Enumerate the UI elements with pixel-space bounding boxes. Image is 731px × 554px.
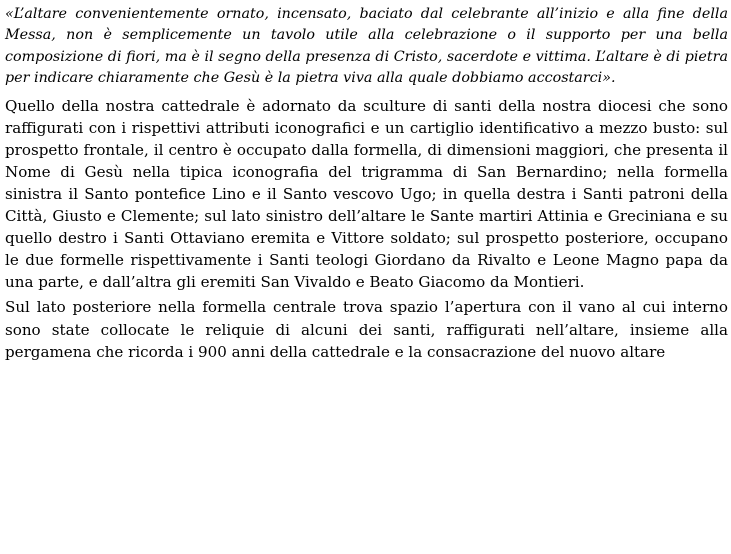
body-paragraph-2: Sul lato posteriore nella formella centrale trova spazio l’apertura con il vano al cui interno sono state collocate le reliquie di alcuni dei santi, raffigurati nell’altare, insieme alla pergamena che ricorda i 900 anni della cattedrale e la consacrazione del nuovo altare <box>5 298 728 361</box>
body-paragraph-1: Quello della nostra cattedrale è adornato da sculture di santi della nostra diocesi che sono raffigurati con i rispettivi attributi iconografici e un cartiglio identificativo a mezzo busto: sul prospetto frontale, il centro è occupato dalla formella, di dimensioni maggiori, che presenta il Nome di Gesù nella tipica iconografia del trigramma di San Bernardino; nella formella sinistra il Santo pontefice Lino e il Santo vescovo Ugo; in quella destra i Santi patroni della Città, Giusto e Clemente; sul lato sinistro dell’altare le Sante martiri Attinia e Greciniana e su quello destro i Santi Ottaviano eremita e Vittore soldato; sul prospetto posteriore, occupano le due formelle rispettivamente i Santi teologi Giordano da Rivalto e Leone Magno papa da una parte, e dall’altra gli eremiti San Vivaldo e Beato Giacomo da Montieri. <box>5 96 728 292</box>
quote-paragraph: «L’altare convenientemente ornato, incensato, baciato dal celebrante all’inizio e alla fine della Messa, non è semplicemente un tavolo utile alla celebrazione o il supporto per una bella composizione di fiori, ma è il segno della presenza di Cristo, sacerdote e vittima. L’altare è di pietra per indicare chiaramente che Gesù è la pietra viva alla quale dobbiamo accostarci». <box>5 6 728 87</box>
document-page <box>5 4 728 366</box>
